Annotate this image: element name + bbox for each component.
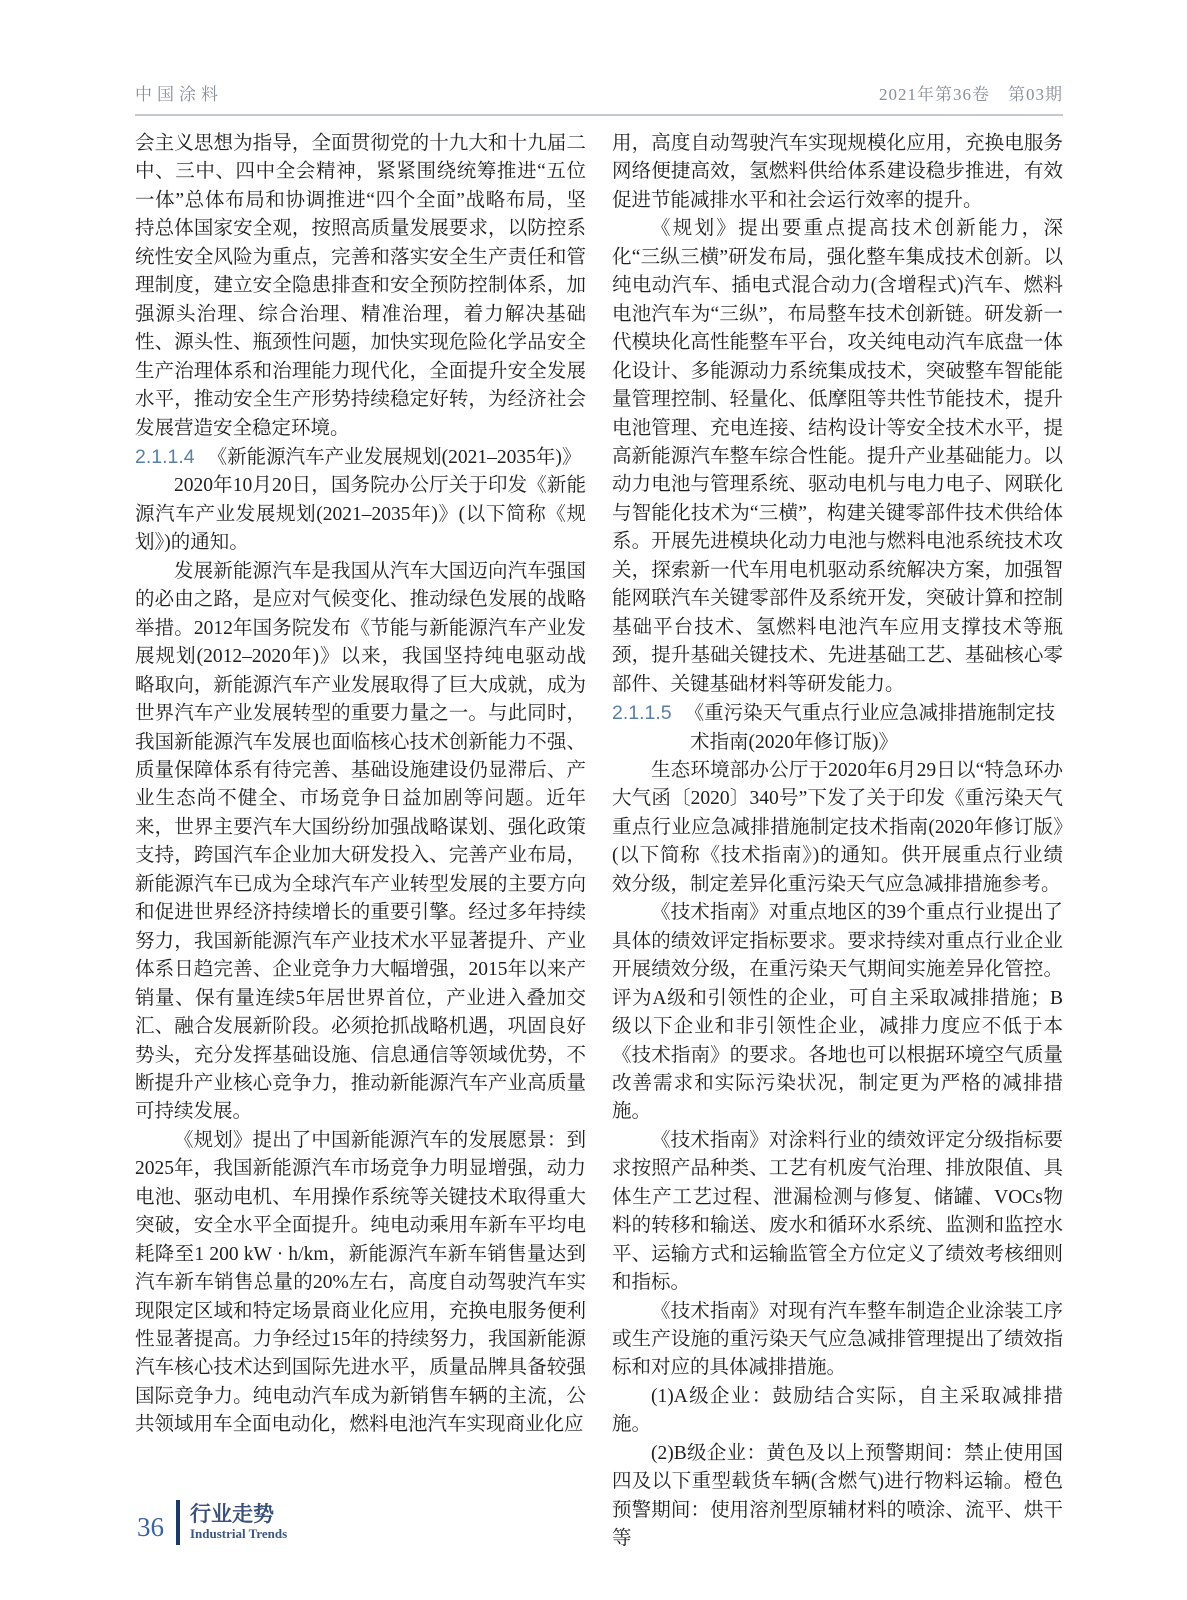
paragraph: 《技术指南》对现有汽车整车制造企业涂装工序或生产设施的重污染天气应急减排管理提出了绩效指标和对应的具体减排措施。 xyxy=(612,1300,1063,1379)
page-header xyxy=(135,80,1063,116)
section-number: 2.1.1.4 xyxy=(135,445,195,468)
paragraph: 《规划》提出了中国新能源汽车的发展愿景：到2025年，我国新能源汽车市场竞争力明显增强，动力电池、驱动电机、车用操作系统等关键技术取得重大突破，安全水平全面提升。纯电动乘用车新车平均电耗降至1 200 kW · h/km，新能源汽车新车销售量达到汽车新车销售总量的20%左右，高度自动驾驶汽车实现限定区域和特定场景商业化应用，充换电服务便利性显著提高。力争经过15年的持续努力，我国新能源汽车核心技术达到国际先进水平，质量品牌具备较强国际竞争力。纯电动汽车成为新销售车辆的主流，公共领域用车全面电动化，燃料电池汽车实现商业化应 xyxy=(135,1129,586,1436)
issue-info: 2021年第36卷 第03期 xyxy=(879,85,1063,104)
paragraph: 用，高度自动驾驶汽车实现规模化应用，充换电服务网络便捷高效，氢燃料供给体系建设稳步推进，有效促进节能减排水平和社会运行效率的提升。 xyxy=(612,133,1063,211)
column-right xyxy=(612,130,1063,1554)
footer-divider xyxy=(176,1500,180,1545)
paragraph: 《技术指南》对涂料行业的绩效评定分级指标要求按照产品种类、工艺有机废气治理、排放限值、具体生产工艺过程、泄漏检测与修复、储罐、VOCs物料的转移和输送、废水和循环水系统、监测和监控水平、运输方式和运输监管全方位定义了绩效考核细则和指标。 xyxy=(612,1129,1063,1294)
page-footer xyxy=(137,1500,287,1545)
section-heading-2114 xyxy=(135,443,586,472)
section-title: 《新能源汽车产业发展规划(2021–2035年)》 xyxy=(207,446,582,468)
section-heading-2115 xyxy=(612,699,1063,757)
paragraph: 《技术指南》对重点地区的39个重点行业提出了具体的绩效评定指标要求。要求持续对重点行业企业开展绩效分级，在重污染天气期间实施差异化管控。评为A级和引领性的企业，可自主采取减排措施；B级以下企业和非引领性企业，减排力度应不低于本《技术指南》的要求。各地也可以根据环境空气质量改善需求和实际污染状况，制定更为严格的减排措施。 xyxy=(612,902,1063,1123)
section-title: 《重污染天气重点行业应急减排措施制定技术指南(2020年修订版)》 xyxy=(684,703,1056,753)
paragraph: 发展新能源汽车是我国从汽车大国迈向汽车强国的必由之路，是应对气候变化、推动绿色发展的战略举措。2012年国务院发布《节能与新能源汽车产业发展规划(2012–2020年)》以来，我国坚持纯电驱动战略取向，新能源汽车产业发展取得了巨大成就，成为世界汽车产业发展转型的重要力量之一。与此同时，我国新能源汽车发展也面临核心技术创新能力不强、质量保障体系有待完善、基础设施建设仍显滞后、产业生态尚不健全、市场竞争日益加剧等问题。近年来，世界主要汽车大国纷纷加强战略谋划、强化政策支持，跨国汽车企业加大研发投入、完善产业布局，新能源汽车已成为全球汽车产业转型发展的主要方向和促进世界经济持续增长的重要引擎。经过多年持续努力，我国新能源汽车产业技术水平显著提升、产业体系日趋完善、企业竞争力大幅增强，2015年以来产销量、保有量连续5年居世界首位，产业进入叠加交汇、融合发展新阶段。必须抢抓战略机遇，巩固良好势头，充分发挥基础设施、信息通信等领域优势，不断提升产业核心竞争力，推动新能源汽车产业高质量可持续发展。 xyxy=(135,560,586,1123)
footer-section-title-cn: 行业走势 xyxy=(190,1502,274,1526)
paragraph: (2)B级企业：黄色及以上预警期间：禁止使用国四及以下重型载货车辆(含燃气)进行物料运输。橙色预警期间：使用溶剂型原辅材料的喷涂、流平、烘干等 xyxy=(612,1442,1063,1550)
footer-section xyxy=(190,1503,287,1543)
paragraph: 《规划》提出要重点提高技术创新能力，深化“三纵三横”研发布局，强化整车集成技术创新。以纯电动汽车、插电式混合动力(含增程式)汽车、燃料电池汽车为“三纵”，布局整车技术创新链。研发新一代模块化高性能整车平台，攻关纯电动汽车底盘一体化设计、多能源动力系统集成技术，突破整车智能能量管理控制、轻量化、低摩阻等共性节能技术，提升电池管理、充电连接、结构设计等安全技术水平，提高新能源汽车整车综合性能。提升产业基础能力。以动力电池与管理系统、驱动电机与电力电子、网联化与智能化技术为“三横”，构建关键零部件技术供给体系。开展先进模块化动力电池与燃料电池系统技术攻关，探索新一代车用电机驱动系统解决方案，加强智能网联汽车关键零部件及系统开发，突破计算和控制基础平台技术、氢燃料电池汽车应用支撑技术等瓶颈，提升基础关键技术、先进基础工艺、基础核心零部件、关键基础材料等研发能力。 xyxy=(612,218,1063,695)
footer-page-number: 36 xyxy=(137,1512,164,1542)
column-left xyxy=(135,130,586,1554)
section-number: 2.1.1.5 xyxy=(612,702,672,725)
paragraph: (1)A级企业：鼓励结合实际，自主采取减排措施。 xyxy=(612,1385,1063,1436)
paragraph: 2020年10月20日，国务院办公厅关于印发《新能源汽车产业发展规划(2021–2035年)》(以下简称《规划》)的通知。 xyxy=(135,475,586,554)
footer-section-title-en: Industrial Trends xyxy=(190,1525,288,1541)
page-content xyxy=(135,130,1063,1554)
paragraph: 会主义思想为指导，全面贯彻党的十九大和十九届二中、三中、四中全会精神，紧紧围绕统筹推进“五位一体”总体布局和协调推进“四个全面”战略布局，坚持总体国家安全观，按照高质量发展要求，以防控系统性安全风险为重点，完善和落实安全生产责任和管理制度，建立安全隐患排查和安全预防控制体系，加强源头治理、综合治理、精准治理，着力解决基础性、源头性、瓶颈性问题，加快实现危险化学品安全生产治理体系和治理能力现代化，全面提升安全发展水平，推动安全生产形势持续稳定好转，为经济社会发展营造安全稳定环境。 xyxy=(135,133,586,439)
paragraph: 生态环境部办公厅于2020年6月29日以“特急环办大气函〔2020〕340号”下发了关于印发《重污染天气重点行业应急减排措施制定技术指南(2020年修订版》(以下简称《技术指南》)的通知。供开展重点行业绩效分级，制定差异化重污染天气应急减排措施参考。 xyxy=(612,759,1063,895)
journal-title: 中国涂料 xyxy=(135,85,223,104)
